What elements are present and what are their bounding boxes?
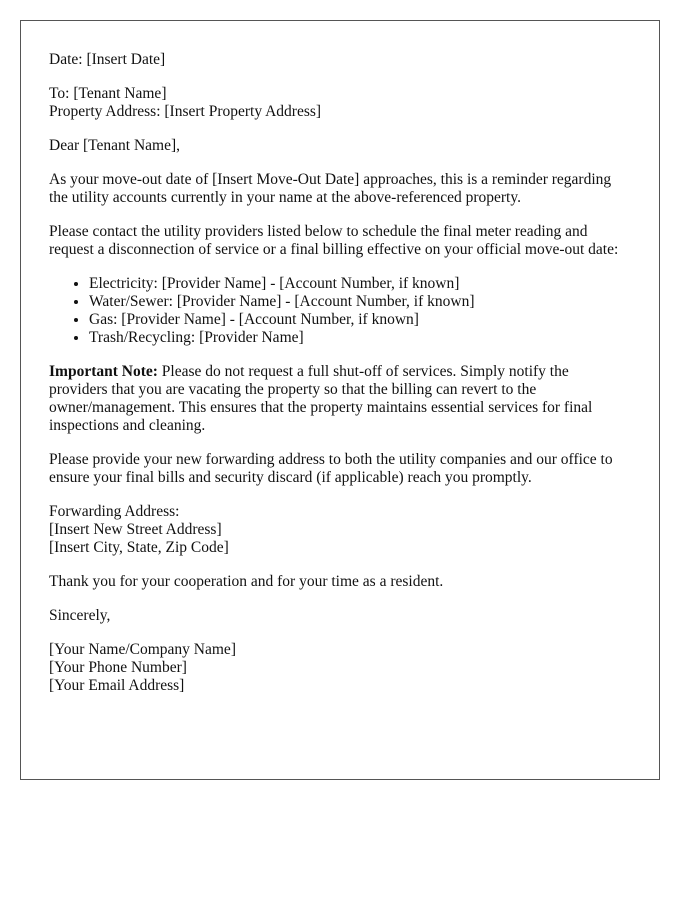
important-note xyxy=(49,363,631,435)
letter-document xyxy=(20,20,660,780)
signature-name: [Your Name/Company Name] xyxy=(49,641,236,658)
utility-item-trash: • Trash/Recycling: [Provider Name] xyxy=(89,329,631,347)
forwarding-city: [Insert City, State, Zip Code] xyxy=(49,539,229,556)
closing: Sincerely, xyxy=(49,607,111,624)
forwarding-address-label: Forwarding Address: xyxy=(49,503,180,520)
signature-phone: [Your Phone Number] xyxy=(49,659,187,676)
utility-list xyxy=(49,275,631,347)
important-note-text: Please do not request a full shut-off of services. Simply notify the providers that you are vacating the property so that the billing can revert to the owner/management. This ensures that the property maintains essential services for final inspections and cleaning. xyxy=(49,363,593,434)
intro-paragraph: As your move-out date of [Insert Move-Out Date] approaches, this is a reminder regarding the utility accounts currently in your name at the above-referenced property. xyxy=(49,171,612,206)
contact-paragraph: Please contact the utility providers listed below to schedule the final meter reading and request a disconnection of service or a final billing effective on your official move-out date: xyxy=(49,223,619,258)
utility-item-gas: • Gas: [Provider Name] - [Account Number, if known] xyxy=(89,311,631,329)
utility-item-water-sewer: • Water/Sewer: [Provider Name] - [Account Number, if known] xyxy=(89,293,631,311)
recipient-name: To: [Tenant Name] xyxy=(49,85,167,102)
forwarding-address-block xyxy=(49,503,631,557)
property-address: Property Address: [Insert Property Address] xyxy=(49,103,322,120)
recipient-block xyxy=(49,85,631,121)
signature-email: [Your Email Address] xyxy=(49,677,185,694)
forwarding-paragraph: Please provide your new forwarding address to both the utility companies and our office to ensure your final bills and security discard (if applicable) reach you promptly. xyxy=(49,451,613,486)
date-line: Date: [Insert Date] xyxy=(49,51,166,68)
salutation: Dear [Tenant Name], xyxy=(49,137,181,154)
forwarding-street: [Insert New Street Address] xyxy=(49,521,222,538)
utility-item-electricity: • Electricity: [Provider Name] - [Account Number, if known] xyxy=(89,275,631,293)
thanks-line: Thank you for your cooperation and for your time as a resident. xyxy=(49,573,444,590)
signature-block xyxy=(49,641,631,695)
important-note-label: Important Note: xyxy=(49,363,158,380)
